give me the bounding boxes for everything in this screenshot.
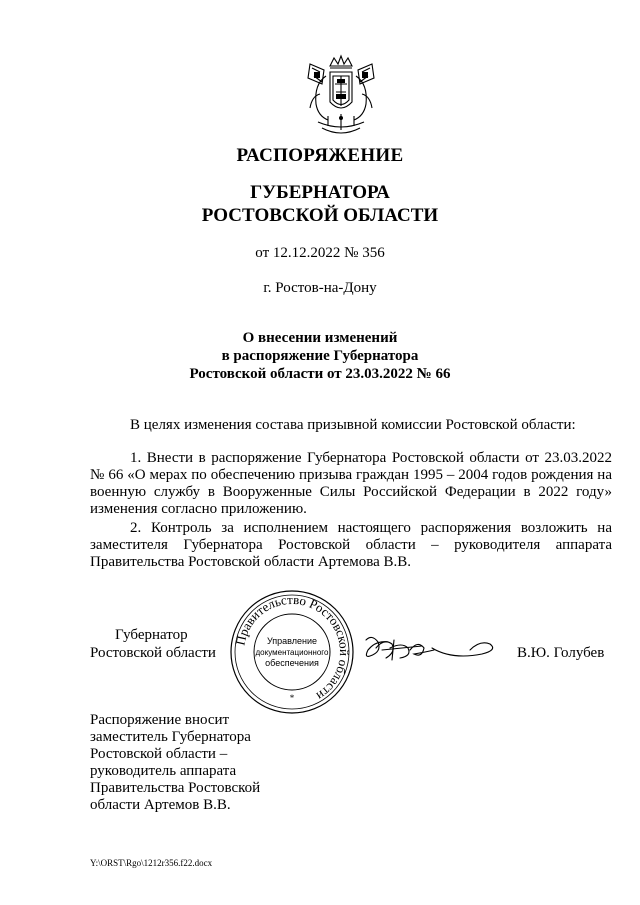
- submitter-note-line-6: области Артемов В.В.: [90, 797, 231, 813]
- official-stamp-icon: [228, 588, 356, 716]
- document-title: РАСПОРЯЖЕНИЕ: [236, 145, 404, 166]
- file-path-footer: Y:\ORST\Rgo\1212r356.f22.docx: [90, 858, 213, 868]
- subject-line-2: в распоряжение Губернатора: [221, 348, 419, 364]
- document-subject: [0, 329, 640, 383]
- document-city: г. Ростов-на-Дону: [263, 280, 377, 296]
- handwritten-signature-icon: [362, 630, 502, 670]
- submitter-note-line-1: Распоряжение вносит: [90, 712, 230, 728]
- intro-paragraph: В целях изменения состава призывной комиссии Ростовской области:: [130, 417, 576, 433]
- issuer-line-2: РОСТОВСКОЙ ОБЛАСТИ: [201, 205, 439, 226]
- submitter-note-line-2: заместитель Губернатора: [90, 729, 251, 745]
- stamp-center-line-1: Управление: [266, 636, 318, 646]
- signatory-position: [90, 626, 216, 662]
- submitter-note-line-4: руководитель аппарата: [90, 763, 237, 779]
- item-2-paragraph: 2. Контроль за исполнением настоящего распоряжения возложить на заместителя Губернатора Ростовской области – руководителя аппарата Правительства Ростовской области Артемова В.В.: [90, 520, 612, 570]
- subject-line-3: Ростовской области от 23.03.2022 № 66: [189, 366, 451, 382]
- rostov-coat-of-arms-icon: [300, 54, 382, 142]
- signatory-name: В.Ю. Голубев: [517, 645, 605, 661]
- submitter-note-line-5: Правительства Ростовской: [90, 780, 261, 796]
- item-1-paragraph: 1. Внести в распоряжение Губернатора Ростовской области от 23.03.2022 № 66 «О мерах по обеспечению призыва граждан 1995 – 2004 годов рождения на военную службу в Вооруженные Силы Российской Федерации в 2022 году» изменения согласно приложению.: [90, 450, 612, 517]
- stamp-center-line-2: документационного: [255, 648, 329, 657]
- subject-line-1: О внесении изменений: [242, 330, 398, 346]
- document-date-number: от 12.12.2022 № 356: [255, 245, 385, 261]
- signatory-position-line-2: Ростовской области: [90, 645, 216, 661]
- stamp-ring-text: Правительство Ростовской области: [232, 591, 353, 704]
- svg-text:*: *: [289, 693, 295, 703]
- stamp-center-line-3: обеспечения: [265, 658, 319, 668]
- submitter-note: [90, 712, 260, 814]
- issuer-line-1: ГУБЕРНАТОРА: [250, 182, 390, 203]
- signatory-position-line-1: Губернатор: [115, 627, 188, 643]
- submitter-note-line-3: Ростовской области –: [90, 746, 228, 762]
